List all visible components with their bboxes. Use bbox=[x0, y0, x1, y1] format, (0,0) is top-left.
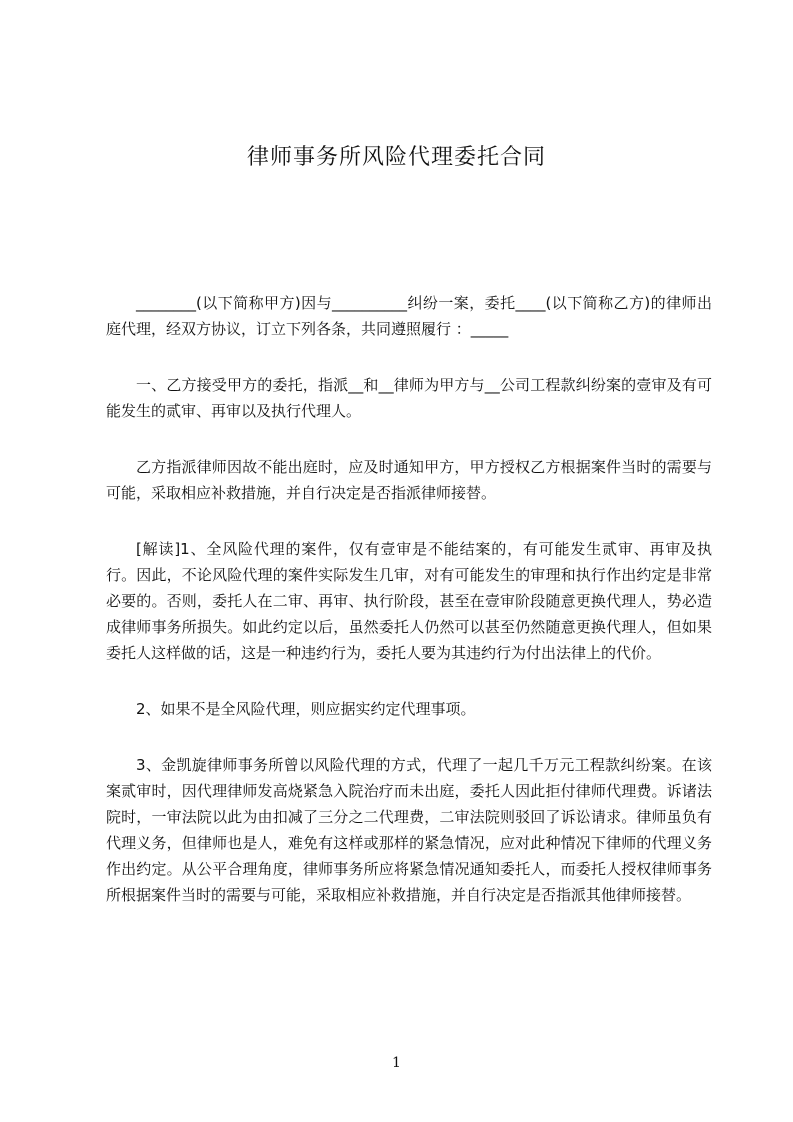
document-body bbox=[106, 290, 712, 908]
page-number: 1 bbox=[392, 1055, 401, 1071]
paragraph-interpretation-1: [解读]1、全风险代理的案件，仅有壹审是不能结案的，有可能发生贰审、再审及执行。因此，不论风险代理的案件实际发生几审，对有可能发生的审理和执行作出约定是非常必要的。否则，委托人在二审、再审、执行阶段，甚至在壹审阶段随意更换代理人，势必造成律师事务所损失。如此约定以后，虽然委托人仍然可以甚至仍然随意更换代理人，但如果委托人这样做的话，这是一种违约行为，委托人要为其违约行为付出法律上的代价。 bbox=[106, 540, 712, 662]
paragraph-interpretation-2: 2、如果不是全风险代理，则应据实约定代理事项。 bbox=[136, 700, 476, 718]
paragraph-clause-1: 一、乙方接受甲方的委托，指派__和__律师为甲方与__公司工程款纠纷案的壹审及有可能发生的贰审、再审以及执行代理人。 bbox=[106, 376, 712, 420]
paragraph-clause-1-substitute: 乙方指派律师因故不能出庭时，应及时通知甲方，甲方授权乙方根据案件当时的需要与可能，采取相应补救措施，并自行决定是否指派律师接替。 bbox=[106, 458, 712, 502]
document-title: 律师事务所风险代理委托合同 bbox=[246, 145, 546, 170]
paragraph-preamble: ________(以下简称甲方)因与__________纠纷一案，委托____(以下简称乙方)的律师出庭代理，经双方协议，订立下列各条，共同遵照履行 ：_____ bbox=[106, 294, 712, 338]
paragraph-interpretation-3: 3、金凯旋律师事务所曾以风险代理的方式，代理了一起几千万元工程款纠纷案。在该案贰审时，因代理律师发高烧紧急入院治疗而未出庭，委托人因此拒付律师代理费。诉诸法院时，一审法院以此为由扣减了三分之二代理费，二审法院则驳回了诉讼请求。律师虽负有代理义务，但律师也是人，难免有这样或那样的紧急情况，应对此种情况下律师的代理义务作出约定。从公平合理角度，律师事务所应将紧急情况通知委托人，而委托人授权律师事务所根据案件当时的需要与可能，采取相应补救措施，并自行决定是否指派其他律师接替。 bbox=[106, 756, 712, 904]
